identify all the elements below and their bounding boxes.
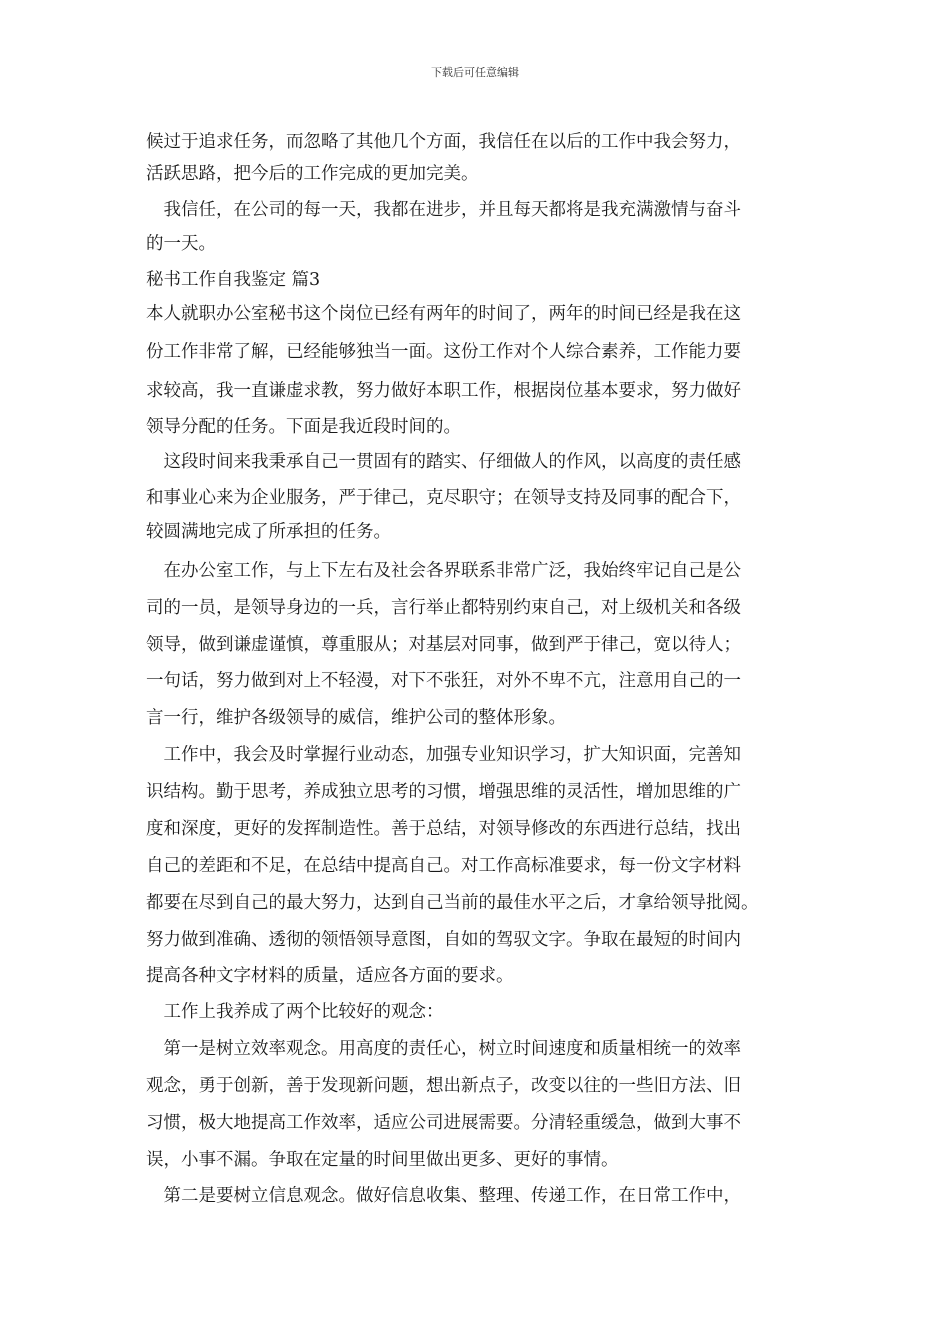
text-line: 较圆满地完成了所承担的任务。 <box>146 522 391 542</box>
text-line: 习惯，极大地提高工作效率，适应公司进展需要。分清轻重缓急，做到大事不 <box>146 1113 741 1133</box>
text-line: 这段时间来我秉承自己一贯固有的踏实、仔细做人的作风，以高度的责任感 <box>146 452 741 472</box>
text-line: 司的一员，是领导身边的一兵，言行举止都特别约束自己，对上级机关和各级 <box>146 598 741 618</box>
page-header: 下载后可任意编辑 <box>431 66 519 79</box>
text-line: 在办公室工作，与上下左右及社会各界联系非常广泛，我始终牢记自己是公 <box>146 561 741 581</box>
text-line: 领导，做到谦虚谨慎，尊重服从；对基层对同事，做到严于律己，宽以待人； <box>146 635 741 655</box>
text-line: 第一是树立效率观念。用高度的责任心，树立时间速度和质量相统一的效率 <box>146 1039 741 1059</box>
text-line: 识结构。勤于思考，养成独立思考的习惯，增强思维的灵活性，增加思维的广 <box>146 782 741 802</box>
text-line: 努力做到准确、透彻的领悟领导意图，自如的驾驭文字。争取在最短的时间内 <box>146 930 741 950</box>
text-line: 和事业心来为企业服务，严于律己，克尽职守；在领导支持及同事的配合下， <box>146 488 741 508</box>
text-line: 我信任，在公司的每一天，我都在进步，并且每天都将是我充满激情与奋斗 <box>146 200 741 220</box>
text-line: 本人就职办公室秘书这个岗位已经有两年的时间了，两年的时间已经是我在这 <box>146 304 741 324</box>
text-line: 工作上我养成了两个比较好的观念： <box>146 1002 444 1022</box>
text-line: 一句话，努力做到对上不轻漫，对下不张狂，对外不卑不亢，注意用自己的一 <box>146 671 741 691</box>
text-line: 言一行，维护各级领导的威信，维护公司的整体形象。 <box>146 708 566 728</box>
text-line: 份工作非常了解，已经能够独当一面。这份工作对个人综合素养，工作能力要 <box>146 342 741 362</box>
text-line: 第二是要树立信息观念。做好信息收集、整理、传递工作，在日常工作中， <box>146 1186 741 1206</box>
text-line: 观念，勇于创新，善于发现新问题，想出新点子，改变以往的一些旧方法、旧 <box>146 1076 741 1096</box>
text-line: 的一天。 <box>146 234 216 254</box>
text-line: 求较高，我一直谦虚求教，努力做好本职工作，根据岗位基本要求，努力做好 <box>146 381 741 401</box>
text-line: 提高各种文字材料的质量，适应各方面的要求。 <box>146 966 514 986</box>
text-line: 工作中，我会及时掌握行业动态，加强专业知识学习，扩大知识面，完善知 <box>146 745 741 765</box>
text-line: 领导分配的任务。下面是我近段时间的。 <box>146 417 461 437</box>
text-line: 活跃思路，把今后的工作完成的更加完美。 <box>146 164 479 184</box>
text-line: 自己的差距和不足，在总结中提高自己。对工作高标准要求，每一份文字材料 <box>146 856 741 876</box>
section-heading: 秘书工作自我鉴定 篇3 <box>146 270 321 290</box>
text-line: 度和深度，更好的发挥制造性。善于总结，对领导修改的东西进行总结，找出 <box>146 819 741 839</box>
text-line: 都要在尽到自己的最大努力，达到自己当前的最佳水平之后，才拿给领导批阅。 <box>146 893 759 913</box>
text-line: 候过于追求任务，而忽略了其他几个方面，我信任在以后的工作中我会努力， <box>146 132 741 152</box>
text-line: 误，小事不漏。争取在定量的时间里做出更多、更好的事情。 <box>146 1150 619 1170</box>
